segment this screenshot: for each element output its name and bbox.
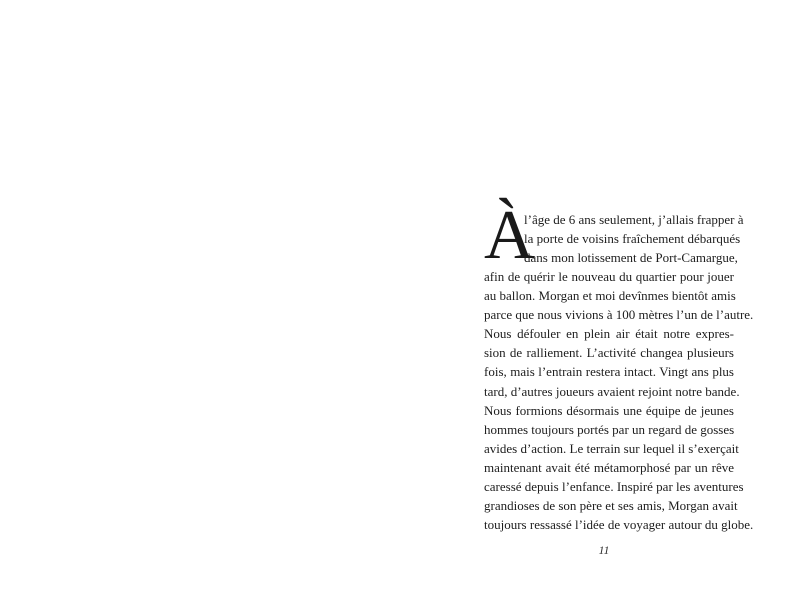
- text-line: parce que nous vivions à 100 mètres l’un de l’autre.: [484, 307, 754, 323]
- text-line: la porte de voisins fraîchement débarqués: [524, 231, 741, 247]
- drop-cap: À: [484, 197, 535, 274]
- right-page: [400, 0, 800, 600]
- text-line: toujours ressassé l’idée de voyager autour du globe.: [484, 517, 754, 533]
- text-line: afin de quérir le nouveau du quartier pour jouer: [484, 269, 734, 284]
- text-line: Nous formions désormais une équipe de jeunes: [484, 402, 734, 418]
- paragraph-opening-lines: [524, 210, 744, 267]
- text-line: hommes toujours portés par un regard de gosses: [484, 421, 735, 437]
- text-line: avides d’action. Le terrain sur lequel il s’exerçait: [484, 440, 739, 456]
- text-line: au ballon. Morgan et moi devînmes bientôt amis: [484, 288, 736, 304]
- text-line: dans mon lotissement de Port-Camargue,: [524, 250, 738, 266]
- paragraph-body: [484, 267, 754, 534]
- text-line: maintenant avait été métamorphosé par un rêve: [484, 459, 734, 475]
- text-line: l’âge de 6 ans seulement, j’allais frapper à: [524, 212, 744, 227]
- text-line: caressé depuis l’enfance. Inspiré par les aventures: [484, 479, 744, 495]
- text-line: Nous défouler en plein air était notre expres-: [484, 326, 734, 342]
- text-line: tard, d’autres joueurs avaient rejoint notre bande.: [484, 383, 740, 399]
- page-number: 11: [598, 543, 610, 557]
- text-line: fois, mais l’entrain restera intact. Vingt ans plus: [484, 364, 734, 380]
- text-line: sion de ralliement. L’activité changea plusieurs: [484, 345, 734, 361]
- text-line: grandioses de son père et ses amis, Morgan avait: [484, 498, 738, 514]
